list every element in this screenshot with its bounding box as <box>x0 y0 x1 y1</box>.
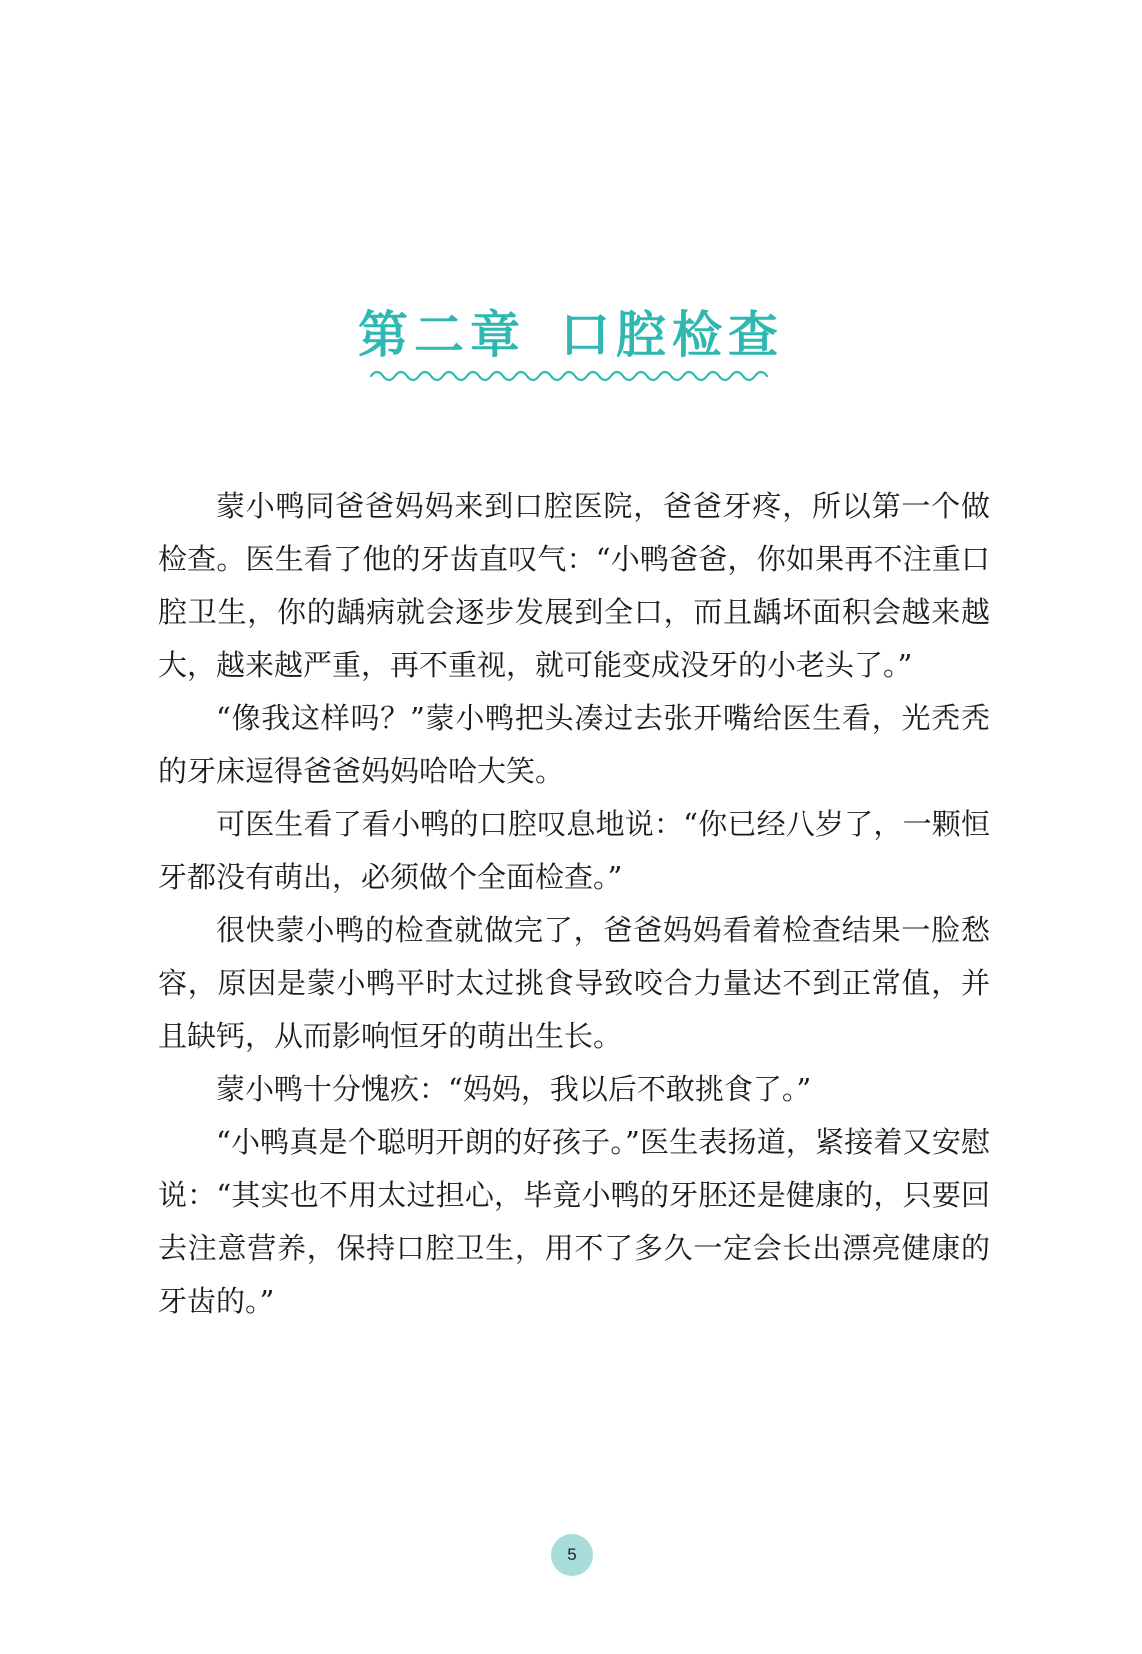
paragraph-5: 蒙小鸭十分愧疚：“妈妈，我以后不敢挑食了。” <box>216 1072 812 1106</box>
chapter-name: 口腔检查 <box>560 306 784 364</box>
paragraph-3: 可医生看了看小鸭的口腔叹息地说：“你已经八岁了，一颗恒牙都没有萌出，必须做个全面检查。” <box>158 807 990 894</box>
title-wave-underline <box>369 366 775 382</box>
chapter-title <box>0 300 1142 370</box>
paragraph-2: “像我这样吗？”蒙小鸭把头凑过去张开嘴给医生看，光秃秃的牙床逗得爸爸妈妈哈哈大笑。 <box>158 701 990 788</box>
paragraph-6: “小鸭真是个聪明开朗的好孩子。”医生表扬道，紧接着又安慰说：“其实也不用太过担心，毕竟小鸭的牙胚还是健康的，只要回去注意营养，保持口腔卫生，用不了多久一定会长出漂亮健康的牙齿的。” <box>158 1125 990 1318</box>
chapter-number-label: 第二章 <box>358 306 526 364</box>
page-number-badge: 5 <box>551 1534 593 1576</box>
chapter-body <box>158 480 990 1328</box>
paragraph-1: 蒙小鸭同爸爸妈妈来到口腔医院，爸爸牙疼，所以第一个做检查。医生看了他的牙齿直叹气：“小鸭爸爸，你如果再不注重口腔卫生，你的龋病就会逐步发展到全口，而且龋坏面积会越来越大，越来越严重，再不重视，就可能变成没牙的小老头了。” <box>158 489 990 682</box>
paragraph-4: 很快蒙小鸭的检查就做完了，爸爸妈妈看着检查结果一脸愁容，原因是蒙小鸭平时太过挑食导致咬合力量达不到正常值，并且缺钙，从而影响恒牙的萌出生长。 <box>158 913 990 1053</box>
